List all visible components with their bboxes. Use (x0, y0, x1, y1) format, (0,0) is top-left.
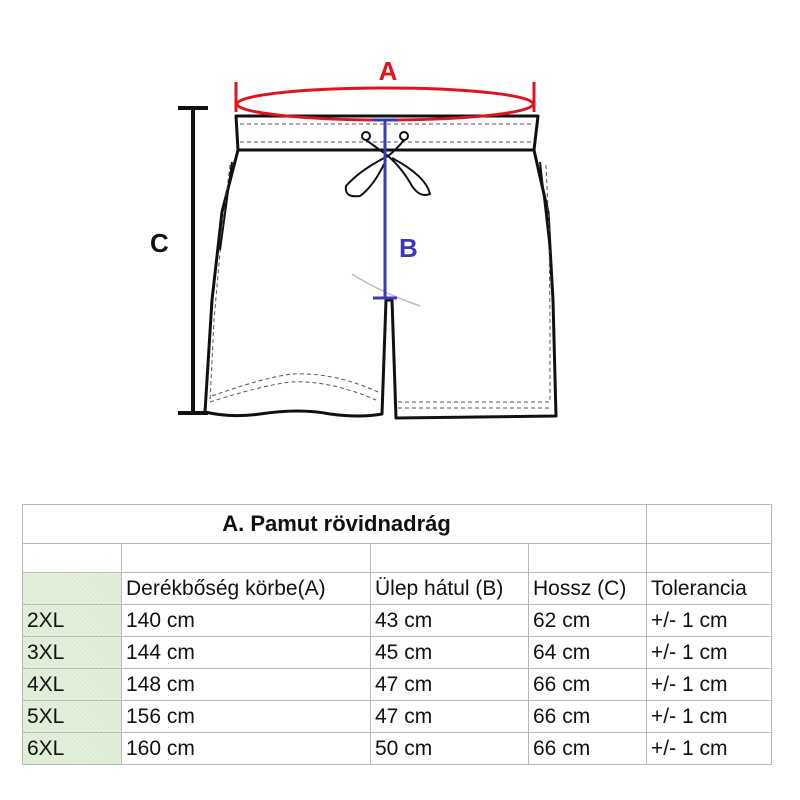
header-cell: Tolerancia (647, 573, 772, 605)
label-a: A (378, 56, 398, 86)
size-cell: 4XL (23, 669, 122, 701)
table-cell: 50 cm (371, 733, 529, 765)
table-cell (371, 544, 529, 573)
table-cell (647, 505, 772, 544)
stitching (210, 124, 552, 408)
table-cell (529, 544, 647, 573)
table-cell (23, 544, 122, 573)
label-c: C (150, 228, 169, 258)
table-cell: 45 cm (371, 637, 529, 669)
table-cell: 64 cm (529, 637, 647, 669)
table-row (23, 701, 772, 733)
size-cell: 3XL (23, 637, 122, 669)
header-cell: Ülep hátul (B) (371, 573, 529, 605)
table-cell: +/- 1 cm (647, 733, 772, 765)
table-row (23, 669, 772, 701)
table-title-row (23, 505, 772, 544)
table-header-row (23, 573, 772, 605)
label-b: B (399, 233, 418, 263)
table-blank-row (23, 544, 772, 573)
table-cell: 47 cm (371, 669, 529, 701)
header-cell: Derékbőség körbe(A) (122, 573, 371, 605)
table-cell: 66 cm (529, 733, 647, 765)
table-cell: 156 cm (122, 701, 371, 733)
table-cell: 66 cm (529, 669, 647, 701)
table-title: A. Pamut rövidnadrág (23, 505, 647, 544)
table-cell: 66 cm (529, 701, 647, 733)
header-cell (23, 573, 122, 605)
size-cell: 6XL (23, 733, 122, 765)
table-row (23, 605, 772, 637)
size-table (22, 504, 772, 765)
table-cell (647, 544, 772, 573)
table-cell: 140 cm (122, 605, 371, 637)
table-row (23, 637, 772, 669)
table-cell: +/- 1 cm (647, 605, 772, 637)
table-cell (122, 544, 371, 573)
size-cell: 2XL (23, 605, 122, 637)
table-cell: 144 cm (122, 637, 371, 669)
measure-c (178, 108, 208, 413)
measure-a (236, 82, 534, 120)
table-cell: +/- 1 cm (647, 701, 772, 733)
table-cell: 62 cm (529, 605, 647, 637)
table-cell: 148 cm (122, 669, 371, 701)
table-cell: 43 cm (371, 605, 529, 637)
header-cell: Hossz (C) (529, 573, 647, 605)
table-cell: +/- 1 cm (647, 669, 772, 701)
table-row (23, 733, 772, 765)
table-cell: +/- 1 cm (647, 637, 772, 669)
table-cell: 160 cm (122, 733, 371, 765)
table-cell: 47 cm (371, 701, 529, 733)
shorts-outline (205, 116, 556, 418)
size-cell: 5XL (23, 701, 122, 733)
